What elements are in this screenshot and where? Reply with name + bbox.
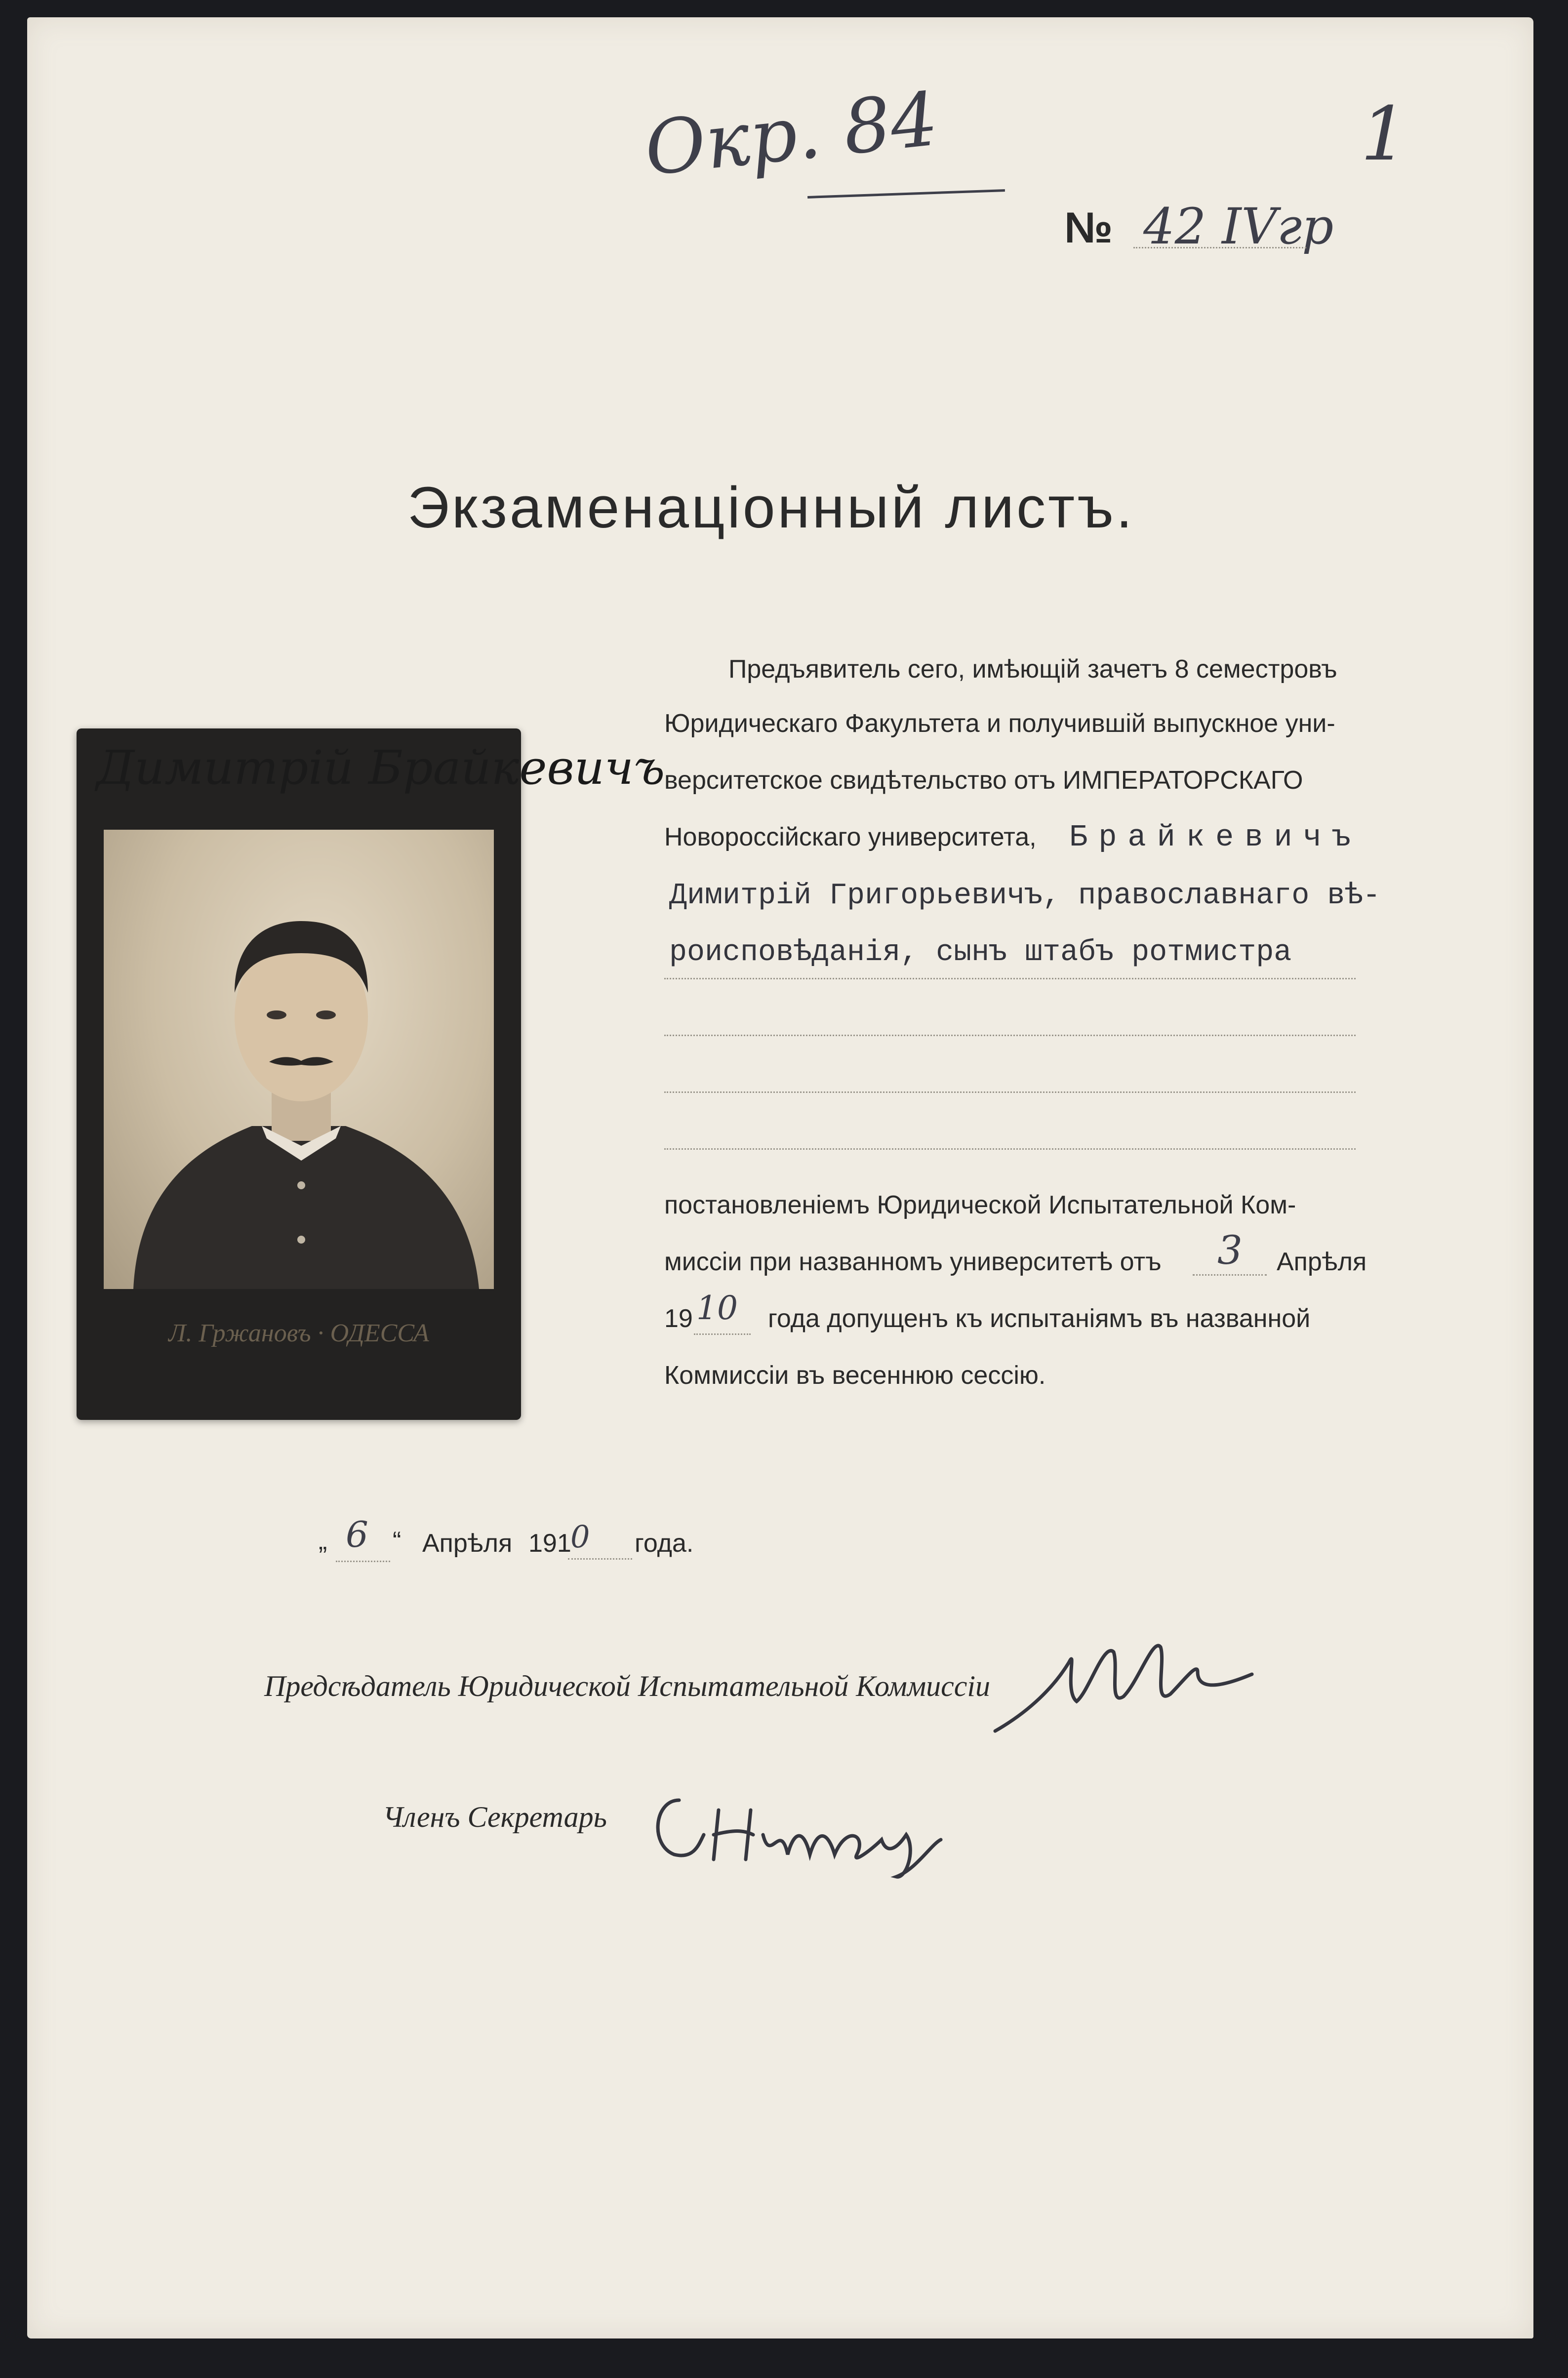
archive-mark: Окр. 84 <box>641 76 942 193</box>
typed-line-5: Димитрій Григорьевичъ, православнаго вѣ- <box>669 879 1381 913</box>
surname-typed: Брайкевичъ <box>1069 820 1362 855</box>
photo-caption-signature: Димитрій Брайкевичъ <box>96 741 665 795</box>
portrait-figure <box>104 830 494 1289</box>
resolution-line-2: миссіи при названномъ университетѣ отъ <box>664 1248 1162 1276</box>
blank-line-4 <box>664 1148 1356 1150</box>
mounted-photograph <box>77 728 665 1420</box>
body-line-2: Юридическаго Факультета и получившій выпускное уни- <box>664 709 1335 738</box>
page-title: Экзаменаціонный листъ. <box>407 475 1135 540</box>
body-line-4-prefix: Новороссійскаго университета, <box>664 823 1037 851</box>
chairman-label: Предсѣдатель Юридической Испытательной Коммиссіи <box>264 1670 991 1702</box>
body-line-3: верситетское свидѣтельство отъ ИМПЕРАТОРСКАГО <box>664 766 1303 795</box>
date-day: 6 <box>346 1514 368 1555</box>
typed-line-6: роисповѣданія, сынъ штабъ ротмистра <box>669 936 1292 969</box>
resolution-year-hand: 10 <box>696 1289 738 1327</box>
chairman-signature <box>990 1612 1262 1741</box>
date-close-quote: “ <box>393 1527 402 1555</box>
resolution-month: Апрѣля <box>1277 1248 1367 1276</box>
number-value: 42 IVгр <box>1143 198 1334 255</box>
date-open-quote: „ <box>319 1527 327 1555</box>
body-line-1: Предъявитель сего, имѣющій зачетъ 8 семестровъ <box>728 655 1337 684</box>
photo-studio-mark: Л. Гржановъ · ОДЕССА <box>168 1319 429 1347</box>
date-year-prefix: 191 <box>528 1529 571 1558</box>
portrait-image <box>104 830 494 1289</box>
resolution-year-line <box>694 1333 751 1335</box>
resolution-day-line <box>1193 1274 1267 1276</box>
resolution-line-4: Коммиссіи въ весеннюю сессію. <box>664 1361 1046 1390</box>
blank-line-1 <box>664 978 1356 979</box>
number-dotted-line <box>1133 247 1306 248</box>
archive-mark-underline <box>807 189 1005 199</box>
resolution-day: 3 <box>1217 1227 1243 1273</box>
date-month: Апрѣля <box>422 1529 513 1558</box>
page-number: 1 <box>1361 91 1408 177</box>
resolution-line-3: года допущенъ къ испытаніямъ въ названной <box>768 1304 1311 1333</box>
blank-line-2 <box>664 1035 1356 1036</box>
date-day-line <box>336 1561 390 1562</box>
date-year-line <box>568 1558 632 1560</box>
date-year-hand: 0 <box>570 1519 590 1555</box>
blank-line-3 <box>664 1091 1356 1093</box>
number-sign: № <box>1064 203 1113 252</box>
date-suffix: года. <box>635 1529 694 1558</box>
resolution-year-prefix: 19 <box>664 1304 693 1333</box>
secretary-signature <box>640 1780 946 1884</box>
resolution-line-1: постановленіемъ Юридической Испытательной Ком- <box>664 1191 1296 1219</box>
secretary-label: Членъ Секретарь <box>383 1801 607 1833</box>
